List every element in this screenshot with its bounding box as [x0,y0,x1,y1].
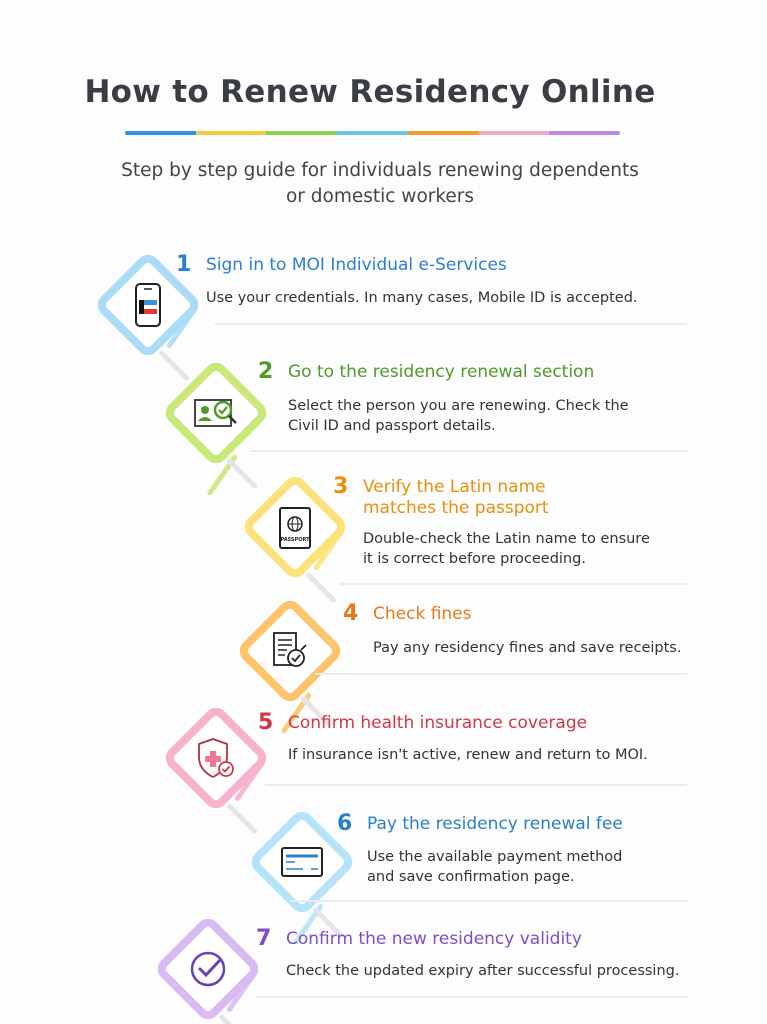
connector-line [226,803,258,835]
step-number: 3 [333,474,349,499]
step-description: Pay any residency fines and save receipts. [373,640,682,656]
step-description: Check the updated expiry after successful processing. [286,963,680,979]
connector-line [305,572,337,604]
accent-color-bar [125,131,620,135]
step-number: 4 [343,601,359,626]
step-description: Use the available payment method [367,849,623,865]
step-description: Civil ID and passport details. [288,418,496,434]
divider [340,583,687,585]
divider [290,900,687,902]
connector-line [226,458,258,490]
step-title-line-2: matches the passport [363,498,549,518]
svg-text:PASSPORT: PASSPORT [280,537,310,543]
divider [250,450,687,452]
accent-bar-segment [408,131,479,135]
connector-line [218,1014,250,1024]
id-card-search-icon [191,388,241,438]
accent-bar-segment [549,131,620,135]
subtitle-line-1: Step by step guide for individuals renewing dependents [121,160,639,181]
step-description: it is correct before proceeding. [363,551,586,567]
step-title: Confirm the new residency validity [286,929,582,949]
divider [215,323,687,325]
connector-line [158,350,190,382]
step-number: 1 [176,252,192,277]
step-title: Go to the residency renewal section [288,362,595,382]
passport-icon [270,502,320,552]
divider [315,673,687,675]
divider [265,784,687,786]
accent-bar-segment [266,131,337,135]
step-description: Use your credentials. In many cases, Mobile ID is accepted. [206,290,638,306]
payment-card-icon [277,837,327,887]
accent-bar-segment [479,131,550,135]
mobile-phone-icon [123,280,173,330]
accent-bar-segment [125,131,196,135]
subtitle-line-2: or domestic workers [285,186,475,207]
step-title: Pay the residency renewal fee [367,814,623,834]
page-title: How to Renew Residency Online [84,74,656,110]
step-title: Confirm health insurance coverage [288,713,588,733]
step-description: Select the person you are renewing. Check the [288,398,629,414]
step-number: 7 [256,926,272,951]
step-description: If insurance isn't active, renew and return to MOI. [288,747,648,763]
step-title: Check fines [373,604,472,624]
document-check-icon [265,626,315,676]
accent-bar-segment [196,131,267,135]
check-circle-icon [183,944,233,994]
step-description: and save confirmation page. [367,869,575,885]
step-title: Sign in to MOI Individual e-Services [206,255,507,275]
step-description: Double-check the Latin name to ensure [363,531,650,547]
divider [255,996,687,998]
step-number: 2 [258,359,274,384]
subtitle [60,158,700,210]
step-number: 5 [258,710,274,735]
step-title: Verify the Latin name [363,477,546,497]
step-number: 6 [337,811,353,836]
accent-bar-segment [337,131,408,135]
health-shield-icon [191,733,241,783]
